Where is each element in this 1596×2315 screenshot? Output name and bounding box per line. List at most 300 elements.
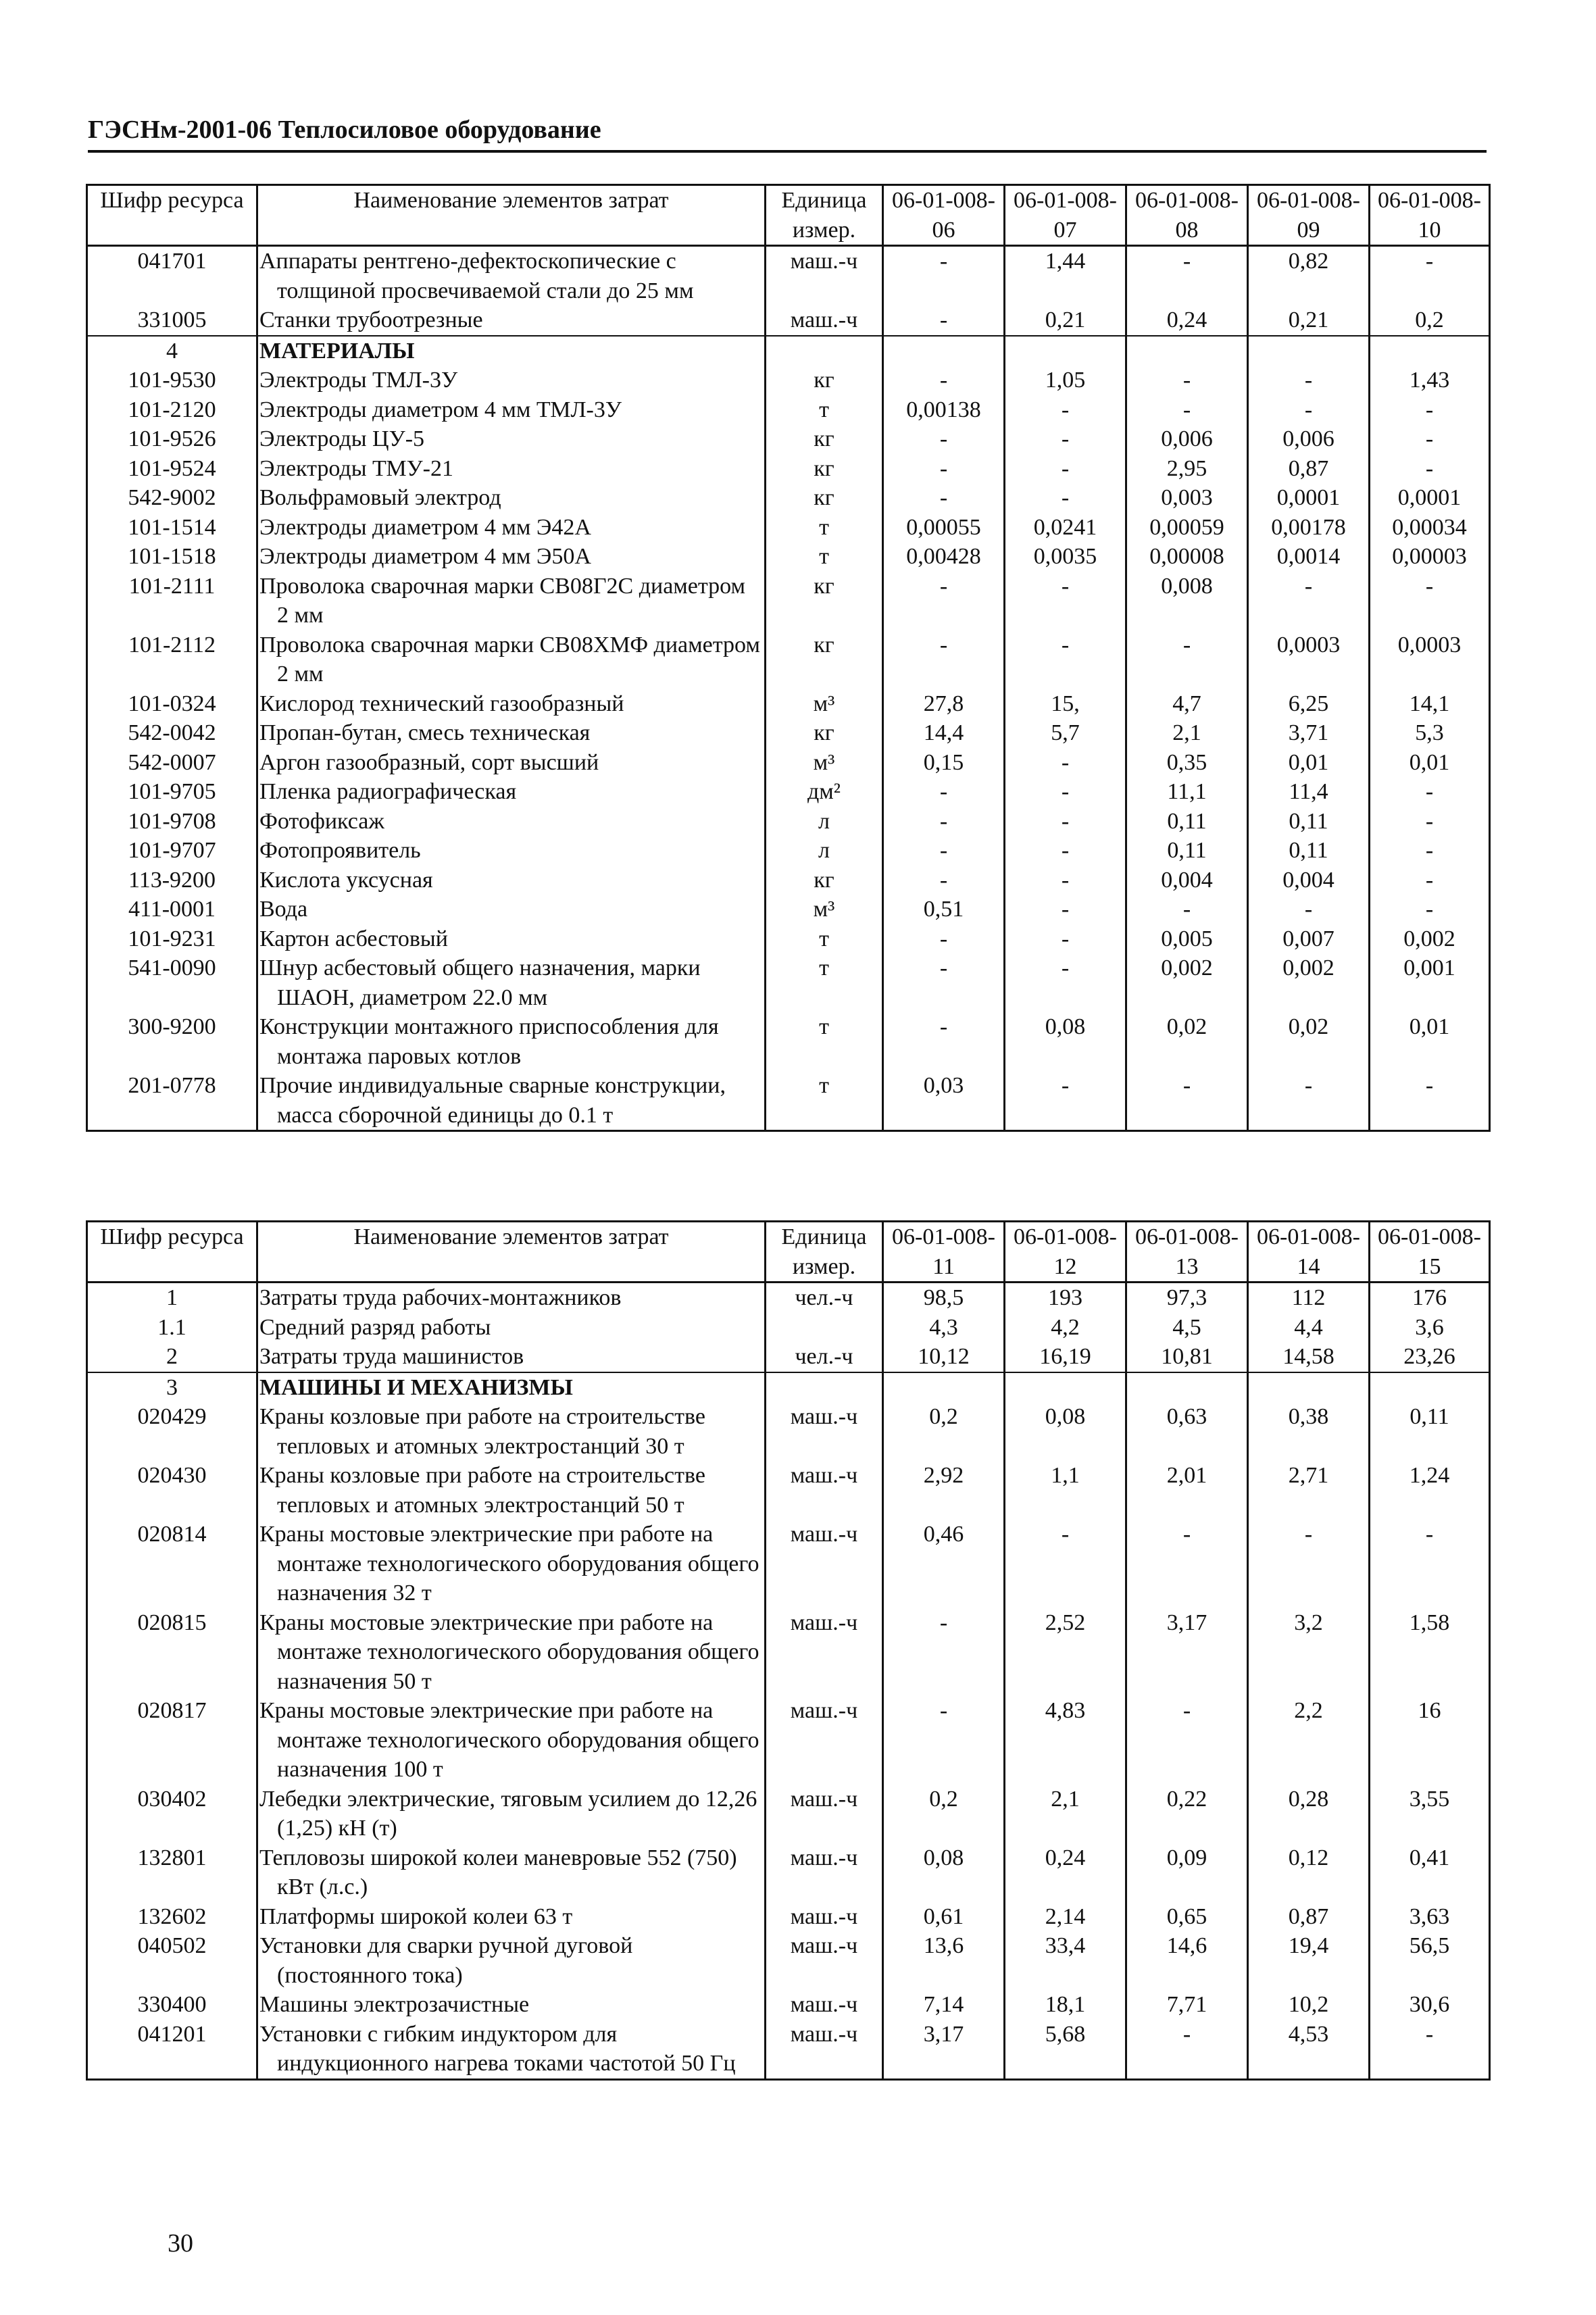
resource-code: 101-9530: [87, 366, 257, 395]
norm-value: 2,2: [1248, 1696, 1370, 1785]
table-row: [87, 953, 1490, 1012]
unit-of-measure: м³: [766, 748, 883, 778]
norm-value: 10,81: [1126, 1342, 1248, 1372]
resource-code: 201-0778: [87, 1071, 257, 1131]
resource-code: 331005: [87, 305, 257, 336]
norm-value: 0,008: [1126, 572, 1248, 630]
resource-code: 330400: [87, 1990, 257, 2020]
norm-value: -: [1126, 246, 1248, 306]
norm-value: 2,1: [1126, 718, 1248, 748]
cost-element-name: Краны козловые при работе на строительстве тепловых и атомных электростанций 30 т: [259, 1404, 705, 1459]
cost-element-name: Аргон газообразный, сорт высший: [259, 749, 599, 775]
unit-of-measure: маш.-ч: [766, 1931, 883, 1990]
table-row: [87, 1402, 1490, 1461]
norm-value: 0,002: [1370, 924, 1490, 954]
cost-element-name: Установки с гибким индуктором для индукционного нагрева токами частотой 50 Гц: [259, 2021, 736, 2076]
norm-value: -: [883, 424, 1005, 454]
cost-element-name-cell: [257, 689, 766, 719]
norm-value: [1126, 1372, 1248, 1403]
cost-element-name: МАШИНЫ И МЕХАНИЗМЫ: [259, 1374, 573, 1400]
table-row: [87, 2020, 1490, 2080]
cost-element-name-cell: [257, 366, 766, 395]
norm-value: 14,58: [1248, 1342, 1370, 1372]
norm-value: 0,0241: [1005, 513, 1126, 543]
cost-element-name: Средний разряд работы: [259, 1314, 491, 1340]
table-row: [87, 1785, 1490, 1843]
norm-value: 15,: [1005, 689, 1126, 719]
norm-value: 10,2: [1248, 1990, 1370, 2020]
cost-element-name-cell: [257, 924, 766, 954]
norm-value: 0,12: [1248, 1843, 1370, 1902]
cost-element-name-cell: [257, 1931, 766, 1990]
cost-element-name: Лебедки электрические, тяговым усилием до 12,26 (1,25) кН (т): [259, 1786, 757, 1841]
norm-value: -: [1248, 1520, 1370, 1608]
resource-code: 4: [87, 336, 257, 366]
norm-value: 3,55: [1370, 1785, 1490, 1843]
resource-code: 101-2111: [87, 572, 257, 630]
norm-value: 13,6: [883, 1931, 1005, 1990]
norm-value: -: [883, 366, 1005, 395]
table-row: [87, 1990, 1490, 2020]
norm-value: -: [1005, 777, 1126, 807]
norm-value: [1370, 336, 1490, 366]
norm-value: 0,09: [1126, 1843, 1248, 1902]
norm-value: 0,00008: [1126, 542, 1248, 572]
norm-value: -: [1370, 454, 1490, 484]
resource-code: 041701: [87, 246, 257, 306]
column-header: Наименование элементов затрат: [257, 185, 766, 246]
unit-of-measure: маш.-ч: [766, 1785, 883, 1843]
norm-value: [1248, 336, 1370, 366]
norm-value: -: [883, 836, 1005, 866]
norm-value: 0,004: [1126, 866, 1248, 895]
unit-of-measure: маш.-ч: [766, 305, 883, 336]
cost-element-name: Кислота уксусная: [259, 867, 433, 893]
table-row: [87, 1313, 1490, 1343]
cost-element-name: Пропан-бутан, смесь техническая: [259, 720, 591, 745]
cost-element-name-cell: [257, 1461, 766, 1520]
column-header: 06-01-008-12: [1005, 1222, 1126, 1283]
table-row: [87, 1931, 1490, 1990]
norm-value: 2,95: [1126, 454, 1248, 484]
cost-element-name: Электроды ТМУ-21: [259, 455, 454, 481]
norm-value: 14,1: [1370, 689, 1490, 719]
norm-value: 0,0001: [1248, 483, 1370, 513]
norm-value: 4,3: [883, 1313, 1005, 1343]
norm-value: [1005, 1372, 1126, 1403]
norm-value: -: [1005, 895, 1126, 924]
cost-element-name-cell: [257, 542, 766, 572]
resource-code: 542-9002: [87, 483, 257, 513]
resource-code: 020817: [87, 1696, 257, 1785]
table-row: [87, 1012, 1490, 1071]
cost-element-name: Электроды диаметром 4 мм Э42А: [259, 514, 591, 540]
norm-value: 98,5: [883, 1283, 1005, 1313]
norm-value: 2,14: [1005, 1902, 1126, 1932]
table-row: [87, 305, 1490, 336]
cost-element-name-cell: [257, 718, 766, 748]
norm-value: 0,2: [883, 1402, 1005, 1461]
norm-value: 3,2: [1248, 1608, 1370, 1697]
norm-value: 0,0003: [1370, 630, 1490, 689]
resource-code: 101-9231: [87, 924, 257, 954]
resource-code: 541-0090: [87, 953, 257, 1012]
norm-value: -: [1126, 1520, 1248, 1608]
table-row: [87, 630, 1490, 689]
cost-element-name-cell: [257, 305, 766, 336]
norm-value: -: [1370, 424, 1490, 454]
column-header: 06-01-008-09: [1248, 185, 1370, 246]
norm-value: -: [1005, 748, 1126, 778]
norm-value: -: [1005, 807, 1126, 837]
resource-code: 101-2120: [87, 395, 257, 425]
column-header: 06-01-008-14: [1248, 1222, 1370, 1283]
norm-value: 3,17: [883, 2020, 1005, 2080]
norm-value: 0,46: [883, 1520, 1005, 1608]
norm-value: -: [883, 866, 1005, 895]
table-row: [87, 836, 1490, 866]
cost-element-name-cell: [257, 1990, 766, 2020]
norm-value: -: [1370, 777, 1490, 807]
norm-value: 0,08: [1005, 1012, 1126, 1071]
norm-value: 0,87: [1248, 454, 1370, 484]
table-row: [87, 807, 1490, 837]
unit-of-measure: [766, 336, 883, 366]
norm-value: 33,4: [1005, 1931, 1126, 1990]
norm-value: 23,26: [1370, 1342, 1490, 1372]
cost-element-name-cell: [257, 1520, 766, 1608]
column-header: 06-01-008-08: [1126, 185, 1248, 246]
unit-of-measure: т: [766, 1071, 883, 1131]
unit-of-measure: маш.-ч: [766, 1402, 883, 1461]
norm-value: 7,14: [883, 1990, 1005, 2020]
cost-element-name: Шнур асбестовый общего назначения, марки ШАОН, диаметром 22.0 мм: [259, 955, 701, 1010]
resource-code: 2: [87, 1342, 257, 1372]
resource-code: 1: [87, 1283, 257, 1313]
norm-value: -: [1370, 895, 1490, 924]
table-header-row: [87, 1222, 1490, 1283]
cost-element-name-cell: [257, 777, 766, 807]
norm-value: 0,87: [1248, 1902, 1370, 1932]
resource-code: 132801: [87, 1843, 257, 1902]
column-header: Шифр ресурса: [87, 185, 257, 246]
norm-value: 0,38: [1248, 1402, 1370, 1461]
norm-value: -: [883, 1608, 1005, 1697]
norm-value: -: [883, 777, 1005, 807]
norm-value: 14,4: [883, 718, 1005, 748]
norm-value: 1,44: [1005, 246, 1126, 306]
column-header: Единица измер.: [766, 185, 883, 246]
norm-value: 11,1: [1126, 777, 1248, 807]
cost-element-name-cell: [257, 1785, 766, 1843]
unit-of-measure: л: [766, 836, 883, 866]
norm-value: -: [1370, 2020, 1490, 2080]
cost-element-name-cell: [257, 395, 766, 425]
cost-element-name: Затраты труда машинистов: [259, 1344, 524, 1369]
norm-value: 3,17: [1126, 1608, 1248, 1697]
unit-of-measure: кг: [766, 483, 883, 513]
table-row: [87, 513, 1490, 543]
resource-code: 030402: [87, 1785, 257, 1843]
norm-value: 4,83: [1005, 1696, 1126, 1785]
table-row: [87, 246, 1490, 306]
resource-code: 101-2112: [87, 630, 257, 689]
norm-value: -: [1005, 483, 1126, 513]
unit-of-measure: м³: [766, 689, 883, 719]
cost-element-name: Краны мостовые электрические при работе на монтаже технологического оборудования общего назначения 32 т: [259, 1522, 759, 1605]
resource-code: 300-9200: [87, 1012, 257, 1071]
norm-value: -: [1005, 924, 1126, 954]
cost-element-name-cell: [257, 1902, 766, 1932]
norm-value: 0,61: [883, 1902, 1005, 1932]
norm-value: 193: [1005, 1283, 1126, 1313]
page-number: 30: [168, 2229, 193, 2258]
norm-value: 56,5: [1370, 1931, 1490, 1990]
norm-value: 0,11: [1126, 836, 1248, 866]
unit-of-measure: т: [766, 953, 883, 1012]
resource-code: 101-9708: [87, 807, 257, 837]
resource-code: 411-0001: [87, 895, 257, 924]
norm-value: -: [883, 246, 1005, 306]
norm-value: 0,21: [1248, 305, 1370, 336]
norm-value: 0,0001: [1370, 483, 1490, 513]
norm-value: -: [1005, 395, 1126, 425]
norm-value: 0,001: [1370, 953, 1490, 1012]
unit-of-measure: маш.-ч: [766, 1608, 883, 1697]
cost-element-name-cell: [257, 1313, 766, 1343]
norm-value: 2,52: [1005, 1608, 1126, 1697]
norm-value: -: [883, 305, 1005, 336]
unit-of-measure: т: [766, 542, 883, 572]
norm-value: -: [1126, 395, 1248, 425]
norm-value: -: [1248, 366, 1370, 395]
resource-code: 101-1514: [87, 513, 257, 543]
cost-element-name: Проволока сварочная марки СВ08Г2С диаметром 2 мм: [259, 573, 746, 628]
cost-element-name-cell: [257, 836, 766, 866]
norm-value: 0,005: [1126, 924, 1248, 954]
resource-table-1: [86, 184, 1491, 1132]
cost-element-name: Пленка радиографическая: [259, 779, 517, 804]
page-header: [88, 114, 1487, 153]
table-row: [87, 748, 1490, 778]
norm-value: -: [1126, 630, 1248, 689]
norm-value: -: [883, 1012, 1005, 1071]
unit-of-measure: маш.-ч: [766, 1902, 883, 1932]
norm-value: -: [883, 807, 1005, 837]
cost-element-name-cell: [257, 572, 766, 630]
norm-value: -: [1370, 1520, 1490, 1608]
unit-of-measure: кг: [766, 366, 883, 395]
norm-value: 0,51: [883, 895, 1005, 924]
cost-element-name: Проволока сварочная марки СВ08ХМФ диаметром 2 мм: [259, 632, 760, 687]
norm-value: -: [1005, 953, 1126, 1012]
section-row: [87, 1372, 1490, 1403]
norm-value: -: [1370, 807, 1490, 837]
unit-of-measure: кг: [766, 718, 883, 748]
resource-code: 113-9200: [87, 866, 257, 895]
cost-element-name-cell: [257, 424, 766, 454]
cost-element-name: Краны мостовые электрические при работе на монтаже технологического оборудования общего назначения 50 т: [259, 1610, 759, 1694]
norm-value: -: [1005, 572, 1126, 630]
norm-value: -: [1005, 1071, 1126, 1131]
norm-value: -: [1126, 895, 1248, 924]
norm-value: 97,3: [1126, 1283, 1248, 1313]
norm-value: 0,02: [1248, 1012, 1370, 1071]
norm-value: 0,15: [883, 748, 1005, 778]
unit-of-measure: чел.-ч: [766, 1342, 883, 1372]
cost-element-name-cell: [257, 953, 766, 1012]
table-row: [87, 483, 1490, 513]
norm-value: 0,003: [1126, 483, 1248, 513]
cost-element-name: Кислород технический газообразный: [259, 691, 624, 716]
cost-element-name: Электроды ТМЛ-3У: [259, 368, 458, 393]
cost-element-name: Аппараты рентгено-дефектоскопические с толщиной просвечиваемой стали до 25 мм: [259, 249, 694, 303]
norm-value: 4,2: [1005, 1313, 1126, 1343]
header-divider: [88, 150, 1487, 153]
cost-element-name: Краны мостовые электрические при работе на монтаже технологического оборудования общего назначения 100 т: [259, 1698, 759, 1782]
norm-value: 0,00003: [1370, 542, 1490, 572]
cost-element-name-cell: [257, 336, 766, 366]
table-row: [87, 395, 1490, 425]
norm-value: -: [1005, 454, 1126, 484]
column-header: 06-01-008-15: [1370, 1222, 1490, 1283]
norm-value: [1370, 1372, 1490, 1403]
table-row: [87, 542, 1490, 572]
norm-value: 0,0003: [1248, 630, 1370, 689]
resource-code: 3: [87, 1372, 257, 1403]
cost-element-name: Машины электрозачистные: [259, 1992, 530, 2017]
norm-value: 0,11: [1126, 807, 1248, 837]
table-header-row: [87, 185, 1490, 246]
norm-value: -: [883, 454, 1005, 484]
norm-value: -: [883, 1696, 1005, 1785]
table-row: [87, 1520, 1490, 1608]
resource-code: 101-0324: [87, 689, 257, 719]
cost-element-name-cell: [257, 1372, 766, 1403]
resource-code: 132602: [87, 1902, 257, 1932]
resource-code: 020429: [87, 1402, 257, 1461]
cost-element-name-cell: [257, 748, 766, 778]
norm-value: 2,71: [1248, 1461, 1370, 1520]
unit-of-measure: маш.-ч: [766, 2020, 883, 2080]
norm-value: 4,7: [1126, 689, 1248, 719]
resource-code: 020430: [87, 1461, 257, 1520]
norm-value: 0,01: [1370, 1012, 1490, 1071]
table-row: [87, 689, 1490, 719]
norm-value: 0,65: [1126, 1902, 1248, 1932]
norm-value: [1126, 336, 1248, 366]
norm-value: 0,82: [1248, 246, 1370, 306]
norm-value: 1,1: [1005, 1461, 1126, 1520]
norm-value: 0,00178: [1248, 513, 1370, 543]
unit-of-measure: м³: [766, 895, 883, 924]
unit-of-measure: дм²: [766, 777, 883, 807]
norm-value: 0,2: [883, 1785, 1005, 1843]
norm-value: 0,006: [1248, 424, 1370, 454]
norm-value: 2,92: [883, 1461, 1005, 1520]
norm-value: -: [1005, 630, 1126, 689]
norm-value: 0,01: [1248, 748, 1370, 778]
norm-value: 0,63: [1126, 1402, 1248, 1461]
norm-value: 0,08: [883, 1843, 1005, 1902]
resource-code: 101-9524: [87, 454, 257, 484]
norm-value: 0,08: [1005, 1402, 1126, 1461]
resource-code: 101-9705: [87, 777, 257, 807]
norm-value: 5,68: [1005, 2020, 1126, 2080]
norm-value: 3,63: [1370, 1902, 1490, 1932]
cost-element-name-cell: [257, 1012, 766, 1071]
norm-value: 14,6: [1126, 1931, 1248, 1990]
resource-code: 101-9526: [87, 424, 257, 454]
norm-value: 0,24: [1126, 305, 1248, 336]
norm-value: 4,4: [1248, 1313, 1370, 1343]
norm-value: 0,11: [1248, 836, 1370, 866]
table-row: [87, 1071, 1490, 1131]
norm-value: 0,007: [1248, 924, 1370, 954]
table-row: [87, 572, 1490, 630]
cost-element-name: Электроды ЦУ-5: [259, 426, 425, 451]
unit-of-measure: т: [766, 1012, 883, 1071]
norm-value: -: [1370, 572, 1490, 630]
norm-value: 0,006: [1126, 424, 1248, 454]
cost-element-name-cell: [257, 1342, 766, 1372]
norm-value: -: [883, 483, 1005, 513]
cost-element-name: Станки трубоотрезные: [259, 307, 483, 332]
norm-value: 1,43: [1370, 366, 1490, 395]
unit-of-measure: маш.-ч: [766, 1843, 883, 1902]
norm-value: 5,7: [1005, 718, 1126, 748]
cost-element-name-cell: [257, 895, 766, 924]
norm-value: 0,28: [1248, 1785, 1370, 1843]
norm-value: -: [1005, 866, 1126, 895]
norm-value: -: [1370, 1071, 1490, 1131]
norm-value: -: [1126, 2020, 1248, 2080]
norm-value: 2,01: [1126, 1461, 1248, 1520]
unit-of-measure: л: [766, 807, 883, 837]
norm-value: 5,3: [1370, 718, 1490, 748]
norm-value: 0,0014: [1248, 542, 1370, 572]
cost-element-name: Установки для сварки ручной дуговой (постоянного тока): [259, 1933, 633, 1988]
unit-of-measure: кг: [766, 572, 883, 630]
cost-element-name: Фотопроявитель: [259, 838, 421, 863]
norm-value: 18,1: [1005, 1990, 1126, 2020]
norm-value: -: [1370, 866, 1490, 895]
cost-element-name-cell: [257, 454, 766, 484]
norm-value: -: [1126, 1071, 1248, 1131]
norm-value: 6,25: [1248, 689, 1370, 719]
cost-element-name-cell: [257, 483, 766, 513]
norm-value: 0,22: [1126, 1785, 1248, 1843]
table-row: [87, 1608, 1490, 1697]
norm-value: 2,1: [1005, 1785, 1126, 1843]
cost-element-name: Платформы широкой колеи 63 т: [259, 1903, 573, 1929]
norm-value: -: [883, 572, 1005, 630]
table-row: [87, 777, 1490, 807]
norm-value: -: [1005, 1520, 1126, 1608]
norm-value: -: [1370, 246, 1490, 306]
norm-value: 1,58: [1370, 1608, 1490, 1697]
norm-value: -: [1370, 395, 1490, 425]
unit-of-measure: т: [766, 513, 883, 543]
norm-value: 0,00034: [1370, 513, 1490, 543]
norm-value: -: [883, 924, 1005, 954]
unit-of-measure: [766, 1372, 883, 1403]
table-row: [87, 1843, 1490, 1902]
norm-value: 0,02: [1126, 1012, 1248, 1071]
column-header: Единица измер.: [766, 1222, 883, 1283]
cost-element-name-cell: [257, 246, 766, 306]
cost-element-name-cell: [257, 513, 766, 543]
